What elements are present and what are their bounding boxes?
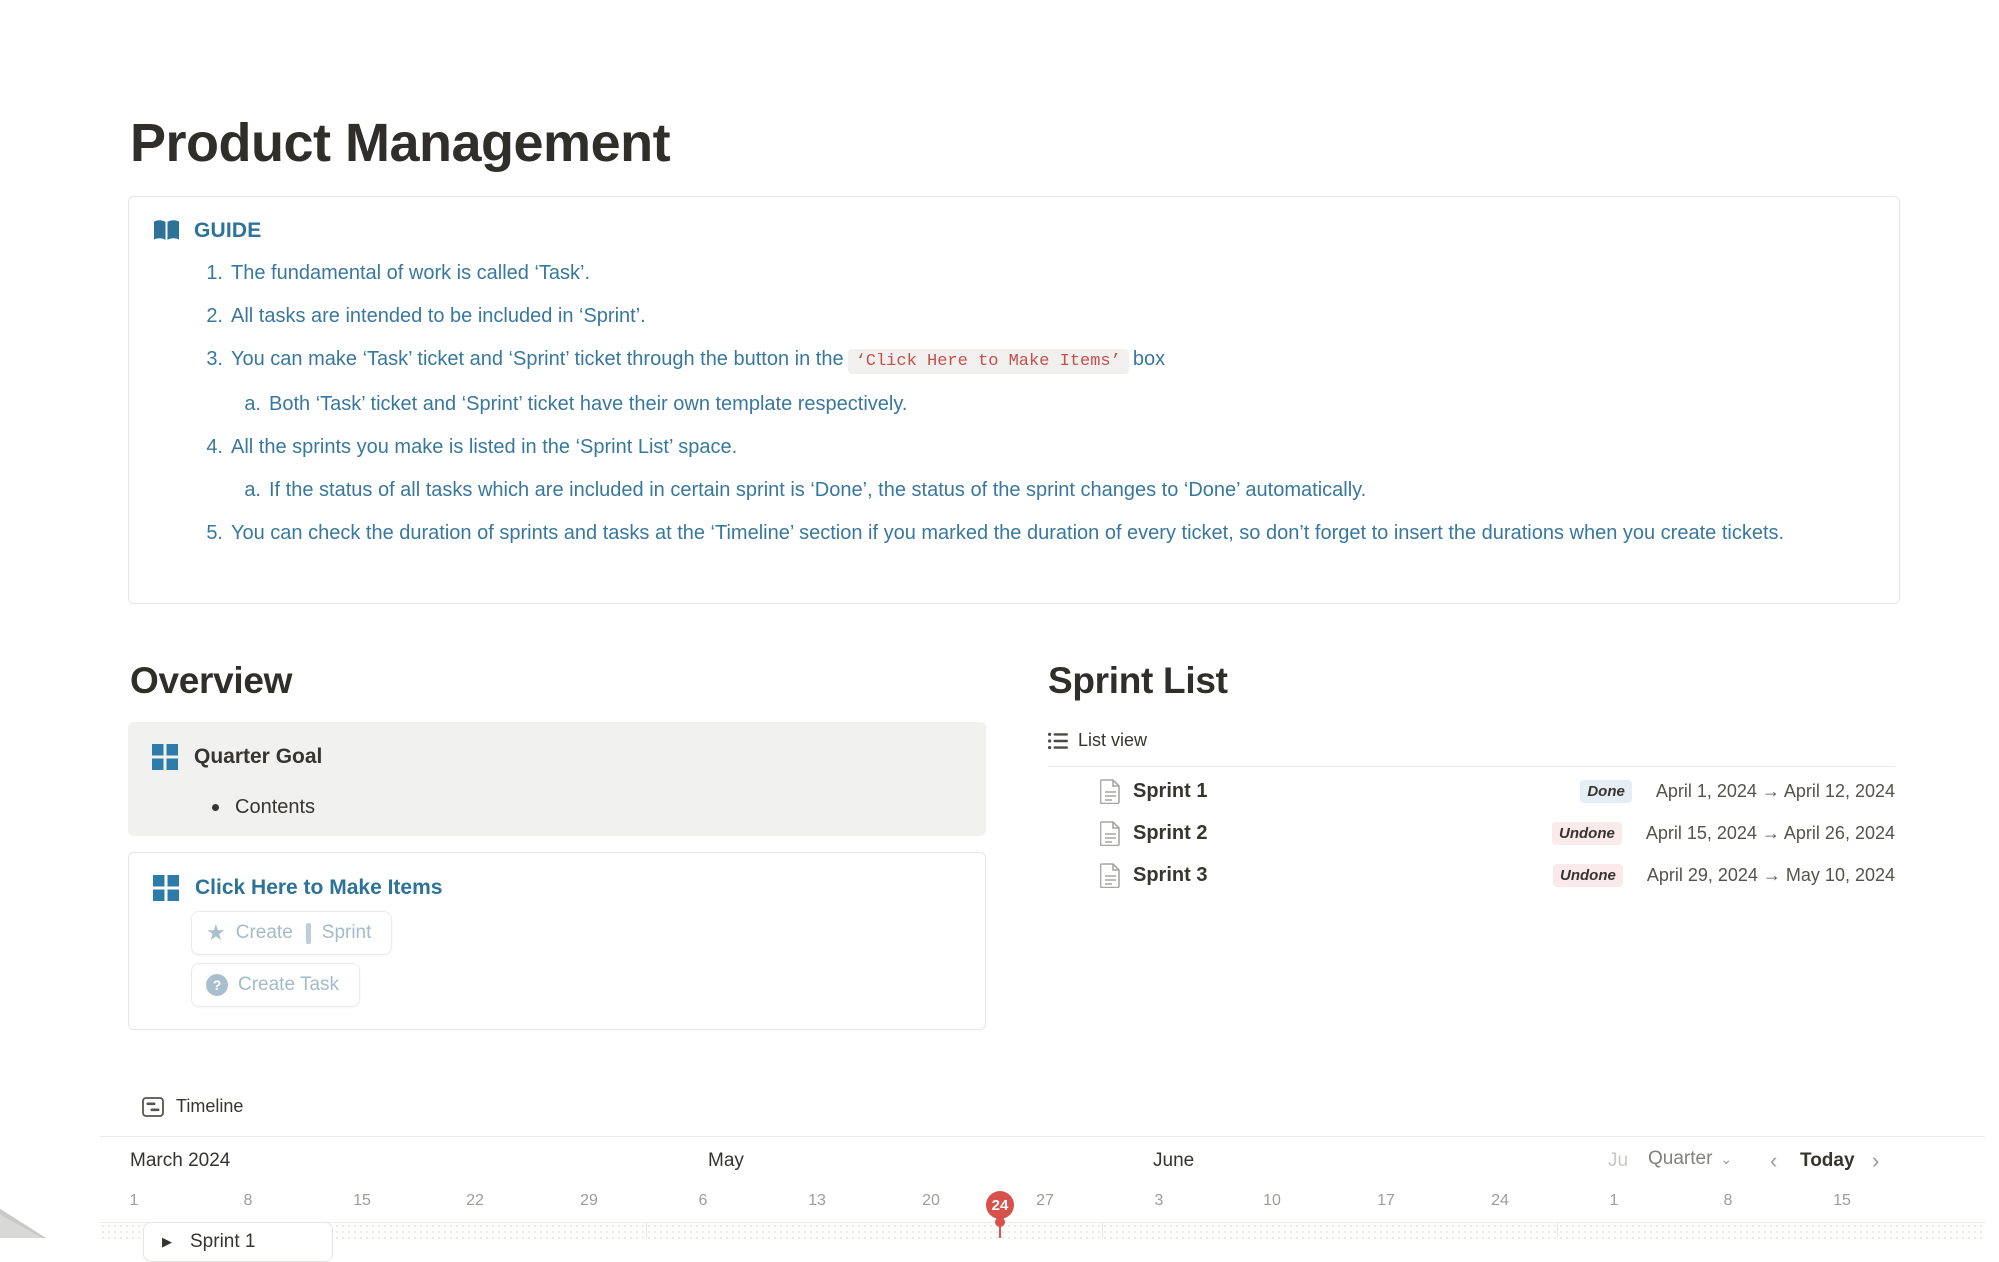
make-items-title: Click Here to Make Items: [195, 876, 443, 899]
toggle-triangle-icon[interactable]: ▶: [162, 1234, 172, 1249]
guide-item-5: [201, 517, 1861, 550]
date-tick: 20: [922, 1192, 940, 1209]
item-text: All the sprints you make is listed in the ‘Sprint List’ space.: [231, 436, 738, 458]
today-marker[interactable]: 24: [986, 1191, 1014, 1219]
date-tick: 6: [698, 1192, 708, 1209]
item-text: You can make ‘Task’ ticket and ‘Sprint’ ticket through the button in the ‘Click Here to Make Items’ box: [231, 343, 1841, 378]
create-sprint-label-2: Sprint: [321, 922, 372, 943]
status-badge: Undone: [1552, 822, 1622, 845]
sprint-dates: April 29, 2024 → May 10, 2024: [1646, 864, 1895, 885]
item-text: Both ‘Task’ ticket and ‘Sprint’ ticket have their own template respectively.: [269, 393, 908, 415]
quarter-dropdown-label: Quarter: [1648, 1148, 1713, 1169]
gantt-gridline: [1102, 1222, 1103, 1238]
guide-item-1: [201, 257, 1861, 290]
item-marker: 4.: [206, 436, 223, 458]
page-icon: [1100, 821, 1121, 846]
gantt-area: [100, 1222, 1985, 1239]
bullet-dot: [212, 804, 219, 811]
cursor-artifact: [0, 1204, 46, 1238]
today-button[interactable]: Today: [1800, 1150, 1855, 1171]
status-badge: Undone: [1553, 864, 1623, 887]
item-marker: 2.: [206, 305, 223, 327]
inline-code: ‘Click Here to Make Items’: [848, 349, 1129, 374]
make-items-card: [128, 852, 986, 1030]
star-icon: ★: [206, 920, 226, 945]
book-icon: [153, 219, 180, 243]
date-tick: 29: [580, 1192, 598, 1209]
quarter-goal-title: Quarter Goal: [194, 745, 323, 768]
sprint-row-1[interactable]: [1048, 770, 1895, 812]
date-tick: 15: [1833, 1192, 1851, 1209]
date-tick: 22: [466, 1192, 484, 1209]
today-line: [999, 1222, 1001, 1238]
date-tick: 17: [1377, 1192, 1395, 1209]
overview-heading: Overview: [130, 660, 293, 701]
month-label-faded: Ju: [1608, 1150, 1629, 1171]
item-text: If the status of all tasks which are included in certain sprint is ‘Done’, the status of the sprint changes to ‘Done’ automatically.: [269, 479, 1367, 501]
guide-item-2: [201, 300, 1861, 333]
grid-icon: [153, 875, 179, 901]
next-arrow[interactable]: ›: [1872, 1148, 1880, 1173]
page-icon: [1100, 863, 1121, 888]
guide-item-3: [201, 343, 1861, 378]
item-marker: 3.: [206, 348, 223, 370]
guide-item-4: [201, 431, 1861, 464]
chevron-down-icon: ⌄: [1720, 1150, 1733, 1167]
tab-timeline[interactable]: [142, 1096, 243, 1117]
sprint-title[interactable]: Sprint 2: [1133, 821, 1208, 844]
create-sprint-button[interactable]: [191, 911, 392, 955]
date-tick: 8: [243, 1192, 253, 1209]
grid-icon: [152, 744, 178, 770]
quarter-goal-callout: [128, 722, 986, 836]
page-icon: [1100, 779, 1121, 804]
sprint-row-2[interactable]: [1048, 812, 1895, 854]
guide-callout: [128, 196, 1900, 604]
guide-item-4a: [239, 474, 1861, 507]
date-tick: 3: [1154, 1192, 1164, 1209]
date-tick: 27: [1036, 1192, 1054, 1209]
page-title: Product Management: [130, 113, 671, 173]
guide-item-3a: [239, 388, 1861, 421]
date-tick: 1: [1609, 1192, 1619, 1209]
list-view-icon: [1048, 732, 1068, 750]
gantt-gridline: [1557, 1222, 1558, 1238]
cursor-bar: [306, 923, 311, 944]
timeline-row-title: Sprint 1: [190, 1231, 256, 1252]
sprint-dates: April 15, 2024 → April 26, 2024: [1645, 822, 1895, 843]
guide-list: [201, 257, 1861, 560]
bullet-text: Contents: [235, 796, 316, 818]
create-task-label: Create Task: [238, 974, 340, 995]
date-tick: 10: [1263, 1192, 1281, 1209]
guide-title: GUIDE: [194, 219, 262, 242]
month-label-march: March 2024: [130, 1150, 231, 1171]
sprint-row-3[interactable]: [1048, 854, 1895, 896]
date-tick: 1: [129, 1192, 139, 1209]
sprint-rows: [1048, 770, 1895, 896]
date-tick: 8: [1723, 1192, 1733, 1209]
date-tick: 13: [808, 1192, 826, 1209]
gantt-gridline: [646, 1222, 647, 1238]
sprint-title[interactable]: Sprint 3: [1133, 863, 1208, 886]
item-marker: a.: [244, 393, 261, 415]
sprint-list-divider: [1048, 766, 1895, 767]
create-sprint-label: Create: [235, 922, 293, 943]
item-marker: 1.: [206, 262, 223, 284]
sprint-list-heading: Sprint List: [1048, 660, 1228, 701]
quarter-dropdown[interactable]: [1648, 1148, 1732, 1170]
tab-list-view[interactable]: [1048, 730, 1147, 751]
sprint-dates: April 1, 2024 → April 12, 2024: [1655, 780, 1895, 801]
item-text: All tasks are intended to be included in ‘Sprint’.: [231, 305, 646, 327]
month-label-may: May: [708, 1150, 744, 1171]
status-badge: Done: [1580, 780, 1632, 803]
item-marker: a.: [244, 479, 261, 501]
question-icon: ?: [206, 974, 228, 996]
prev-arrow[interactable]: ‹: [1770, 1148, 1778, 1173]
create-task-button[interactable]: [191, 963, 360, 1007]
date-tick: 15: [353, 1192, 371, 1209]
item-marker: 5.: [206, 522, 223, 544]
timeline-label: Timeline: [176, 1096, 244, 1116]
timeline-sprint-row-card[interactable]: [143, 1222, 333, 1262]
item-text: The fundamental of work is called ‘Task’.: [231, 262, 591, 284]
item-text: You can check the duration of sprints and tasks at the ‘Timeline’ section if you marked the duration of every ticket, so don’t forget to insert the durations when you create tickets.: [231, 522, 1785, 544]
timeline-divider: [100, 1136, 1985, 1137]
date-tick: 24: [1491, 1192, 1509, 1209]
timeline-icon: [142, 1097, 164, 1117]
sprint-title[interactable]: Sprint 1: [1133, 779, 1208, 802]
month-label-june: June: [1153, 1150, 1195, 1171]
list-view-label: List view: [1078, 730, 1148, 750]
